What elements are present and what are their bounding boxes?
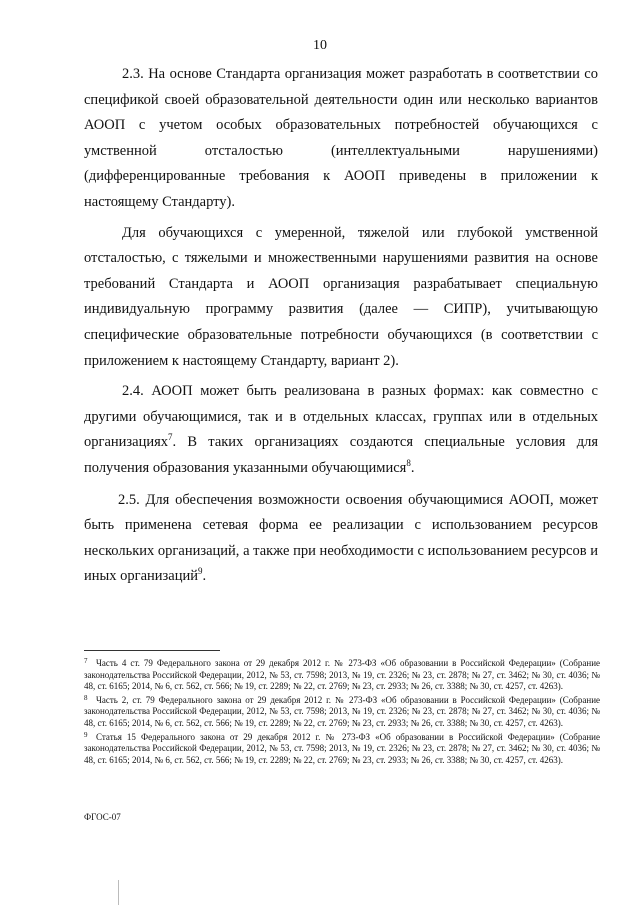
document-code: ФГОС-07 bbox=[84, 812, 121, 822]
body-text bbox=[84, 62, 598, 590]
paragraph-2-5 bbox=[84, 488, 598, 590]
footnote-mark-7: 7 bbox=[84, 657, 88, 665]
footnotes bbox=[84, 656, 600, 766]
footnote-ref-8[interactable]: 8 bbox=[406, 458, 411, 469]
footnote-7 bbox=[84, 656, 600, 693]
paragraph-sipr-text: Для обучающихся с умеренной, тяжелой или глубокой умственной отсталостью, с тяжелыми и множественными нарушениями развития на основе требований Стандарта и АООП организация разрабатывает специальную индивидуальную программу развития (далее — СИПР), учитывающую специфические образовательные потребности обучающихся (в соответствии с приложением к настоящему Стандарту, вариант 2). bbox=[84, 224, 598, 369]
footnote-divider bbox=[84, 650, 220, 651]
footnote-7-text: Часть 4 ст. 79 Федерального закона от 29 декабря 2012 г. № 273-ФЗ «Об образовании в Российской Федерации» (Собрание законодательства Российской Федерации, 2012, № 53, ст. 7598; 2013, № 19, ст. 2326; № 23, ст. 2878; № 27, ст. 3462; № 30, ст. 4036; № 48, ст. 6165; 2014, № 6, ст. 562, ст. 566; № 19, ст. 2289; № 22, ст. 2769; № 23, ст. 2933; № 26, ст. 3388; № 30, ст. 4257, ст. 4263). bbox=[84, 658, 600, 692]
paragraph-2-3 bbox=[84, 62, 598, 216]
footnote-9-text: Статья 15 Федерального закона от 29 декабря 2012 г. № 273-ФЗ «Об образовании в Российской Федерации» (Собрание законодательства Российской Федерации, 2012, № 53, ст. 7598; 2013, № 19, ст. 2326; № 23, ст. 2878; № 27, ст. 3462; № 30, ст. 4036; № 48, ст. 6165; 2014, № 6, ст. 562, ст. 566; № 19, ст. 2289; № 22, ст. 2769; № 23, ст. 2933; № 26, ст. 3388; № 30, ст. 4257, ст. 4263). bbox=[84, 731, 600, 765]
footnote-8 bbox=[84, 693, 600, 730]
paragraph-2-4 bbox=[84, 379, 598, 481]
footnote-8-text: Часть 2, ст. 79 Федерального закона от 29 декабря 2012 г. № 273-ФЗ «Об образовании в Российской Федерации» (Собрание законодательства Российской Федерации, 2012, № 53, ст. 7598; 2013, № 19, ст. 2326; № 23, ст. 2878; № 27, ст. 3462; № 30, ст. 4036; № 48, ст. 6165; 2014, № 6, ст. 562, ст. 566; № 19, ст. 2289; № 22, ст. 2769; № 23, ст. 2933; № 26, ст. 3388; № 30, ст. 4257, ст. 4263). bbox=[84, 694, 600, 728]
paragraph-2-4-text-a: 2.4. АООП может быть реализована в разных формах: как совместно с другими обучающимися, так и в отдельных классах, группах или в отдельных организациях bbox=[84, 383, 598, 451]
footnote-ref-7[interactable]: 7 bbox=[168, 432, 173, 443]
paragraph-2-5-text-b: . bbox=[202, 568, 207, 585]
page-number: 10 bbox=[313, 38, 327, 53]
footnote-9 bbox=[84, 730, 600, 767]
footnote-mark-9: 9 bbox=[84, 730, 88, 739]
paragraph-2-4-text-c: . bbox=[410, 459, 415, 476]
paragraph-2-3-text: 2.3. На основе Стандарта организация может разработать в соответствии со спецификой своей образовательной деятельности один или несколько вариантов АООП с учетом особых образовательных потребностей обучающихся с умственной отсталостью (интеллектуальными нарушениями) (дифференцированные требования к АООП приведены в приложении к настоящему Стандарту). bbox=[84, 66, 598, 210]
scan-artifact-line bbox=[118, 880, 119, 905]
paragraph-2-5-text-a: 2.5. Для обеспечения возможности освоения обучающимися АООП, может быть применена сетевая форма ее реализации с использованием ресурсов нескольких организаций, а также при необходимости с использованием ресурсов и иных организаций bbox=[84, 491, 598, 585]
paragraph-2-4-text-b: . В таких организациях создаются специальные условия для получения образования указанными обучающимися bbox=[84, 434, 598, 476]
paragraph-sipr bbox=[84, 221, 598, 375]
footnote-ref-9[interactable]: 9 bbox=[197, 566, 203, 577]
footnote-mark-8: 8 bbox=[84, 693, 88, 702]
